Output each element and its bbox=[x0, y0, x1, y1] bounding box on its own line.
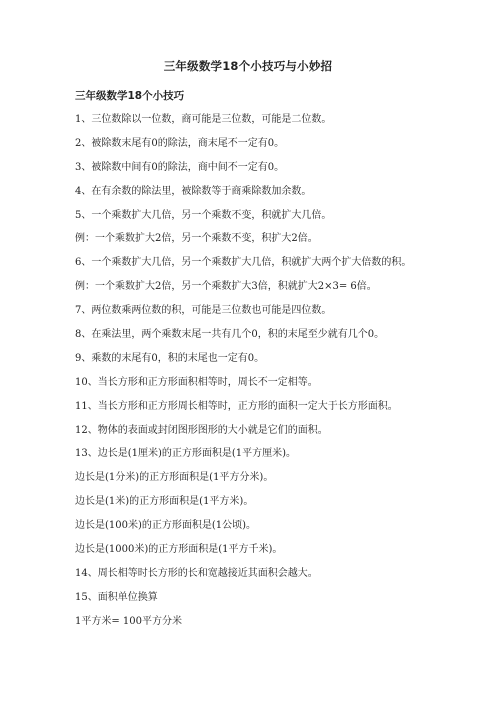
paragraph-line: 7、两位数乘两位数的积，可能是三位数也可能是四位数。 bbox=[75, 305, 332, 317]
paragraph-line: 2、被除数末尾有0的除法，商末尾不一定有0。 bbox=[75, 137, 285, 149]
paragraph-line: 例：一个乘数扩大2倍，另一个乘数扩大3倍，积就扩大2×3= 6倍。 bbox=[75, 281, 377, 293]
paragraph-line: 1、三位数除以一位数，商可能是三位数，可能是二位数。 bbox=[75, 114, 332, 125]
paragraph-line: 5、一个乘数扩大几倍，另一个乘数不变，积就扩大几倍。 bbox=[75, 209, 332, 221]
section-heading: 三年级数学18个小技巧 bbox=[75, 90, 185, 102]
document-title: 三年级数学18个小技巧与小妙招 bbox=[163, 59, 333, 73]
paragraph-line: 1平方米= 100平方分米 bbox=[75, 615, 183, 627]
paragraph-line: 11、当长方形和正方形周长相等时，正方形的面积一定大于长方形面积。 bbox=[75, 400, 398, 412]
paragraph-line: 6、一个乘数扩大几倍，另一个乘数扩大几倍，积就扩大两个扩大倍数的积。 bbox=[75, 257, 412, 269]
paragraph-line: 3、被除数中间有0的除法，商中间不一定有0。 bbox=[75, 161, 285, 173]
paragraph-line: 14、周长相等时长方形的长和宽越接近其面积会越大。 bbox=[75, 567, 318, 579]
paragraph-line: 边长是(100米)的正方形面积是(1公顷)。 bbox=[75, 520, 257, 532]
content-body bbox=[75, 108, 475, 634]
paragraph-line: 边长是(1分米)的正方形面积是(1平方分米)。 bbox=[75, 472, 274, 484]
paragraph-line: 10、当长方形和正方形面积相等时，周长不一定相等。 bbox=[75, 376, 318, 388]
paragraph-line: 12、物体的表面或封闭图形图形的大小就是它们的面积。 bbox=[75, 424, 328, 436]
paragraph-line: 4、在有余数的除法里，被除数等于商乘除数加余数。 bbox=[75, 185, 312, 197]
paragraph-line: 8、在乘法里，两个乘数末尾一共有几个0，积的末尾至少就有几个0。 bbox=[75, 329, 385, 341]
paragraph-line: 例：一个乘数扩大2倍，另一个乘数不变，积扩大2倍。 bbox=[75, 233, 318, 245]
paragraph-line: 15、面积单位换算 bbox=[75, 591, 158, 603]
paragraph-line: 边长是(1米)的正方形面积是(1平方米)。 bbox=[75, 496, 254, 508]
paragraph-line: 13、边长是(1厘米)的正方形面积是(1平方厘米)。 bbox=[75, 448, 297, 460]
paragraph-line: 边长是(1000米)的正方形面积是(1平方千米)。 bbox=[75, 544, 283, 556]
paragraph-line: 9、乘数的末尾有0，积的末尾也一定有0。 bbox=[75, 352, 265, 364]
